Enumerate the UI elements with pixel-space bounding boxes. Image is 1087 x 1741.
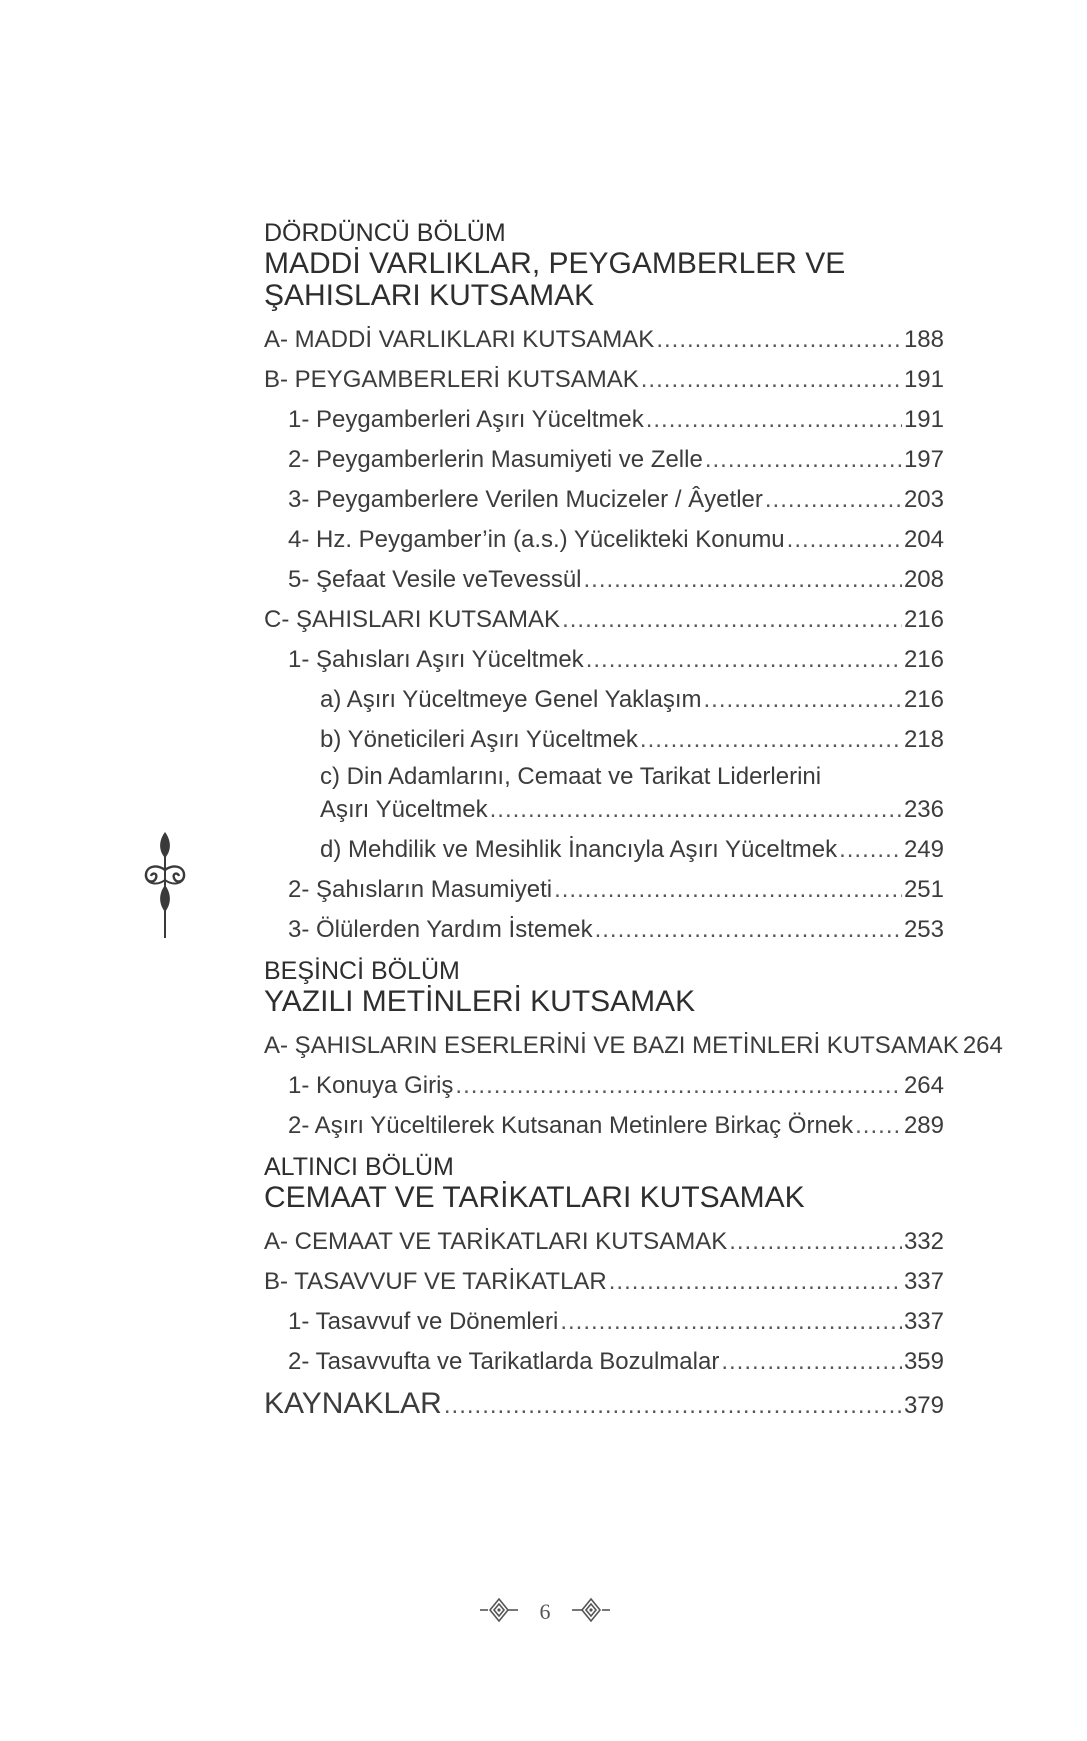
- toc-entry[interactable]: 5- Şefaat Vesile veTevessül ..... 208: [264, 560, 944, 600]
- chapter-label: BEŞİNCİ BÖLÜM: [264, 957, 460, 985]
- toc-entry[interactable]: 3- Ölülerden Yardım İstemek ..... 253: [264, 910, 944, 950]
- table-of-contents: [264, 218, 1003, 1428]
- toc-entry[interactable]: 2- Aşırı Yüceltilerek Kutsanan Metinlere Birkaç Örnek ..... 289: [264, 1106, 944, 1146]
- toc-entry[interactable]: Aşırı Yüceltmek ..... 236: [264, 794, 944, 830]
- chapter-title: [264, 1182, 944, 1214]
- page-footer: [480, 1597, 610, 1627]
- page-number: 6: [539, 1599, 551, 1624]
- chapter-title: [264, 986, 944, 1018]
- chapter-title-line: ŞAHISLARI KUTSAMAK: [264, 279, 595, 312]
- toc-entry[interactable]: d) Mehdilik ve Mesihlik İnancıyla Aşırı Yüceltmek ..... 249: [264, 830, 944, 870]
- toc-entry[interactable]: 2- Şahısların Masumiyeti ..... 251: [264, 870, 944, 910]
- toc-entry[interactable]: A- CEMAAT VE TARİKATLARI KUTSAMAK ..... 332: [264, 1222, 944, 1262]
- toc-entry[interactable]: A- MADDİ VARLIKLARI KUTSAMAK ..... 188: [264, 320, 944, 360]
- diamond-ornament-icon: [572, 1597, 610, 1628]
- toc-entry-kaynaklar[interactable]: KAYNAKLAR ..... 379: [264, 1382, 944, 1428]
- toc-entry[interactable]: B- TASAVVUF VE TARİKATLAR ..... 337: [264, 1262, 944, 1302]
- chapter-title: [264, 248, 944, 312]
- toc-entry[interactable]: 1- Şahısları Aşırı Yüceltmek ..... 216: [264, 640, 944, 680]
- toc-entry[interactable]: A- ŞAHISLARIN ESERLERİNİ VE BAZI METİNLERİ KUTSAMAK 264: [264, 1032, 1003, 1059]
- toc-entry[interactable]: 2- Tasavvufta ve Tarikatlarda Bozulmalar ..... 359: [264, 1342, 944, 1382]
- chapter-label: ALTINCI BÖLÜM: [264, 1153, 454, 1181]
- chapter-title-line: CEMAAT VE TARİKATLARI KUTSAMAK: [264, 1181, 805, 1214]
- toc-entry[interactable]: 2- Peygamberlerin Masumiyeti ve Zelle ..... 197: [264, 440, 944, 480]
- toc-entry[interactable]: b) Yöneticileri Aşırı Yüceltmek ..... 218: [264, 720, 944, 760]
- toc-entry[interactable]: B- PEYGAMBERLERİ KUTSAMAK ..... 191: [264, 360, 944, 400]
- chapter-title-line: MADDİ VARLIKLAR, PEYGAMBERLER VE: [264, 247, 846, 280]
- toc-entry-line[interactable]: c) Din Adamlarını, Cemaat ve Tarikat Liderlerini: [320, 763, 822, 790]
- chapter-label: DÖRDÜNCÜ BÖLÜM: [264, 219, 506, 247]
- chapter-title-line: YAZILI METİNLERİ KUTSAMAK: [264, 985, 696, 1018]
- toc-entry[interactable]: 1- Konuya Giriş ..... 264: [264, 1066, 944, 1106]
- toc-entry[interactable]: C- ŞAHISLARI KUTSAMAK ..... 216: [264, 600, 944, 640]
- toc-entry[interactable]: 3- Peygamberlere Verilen Mucizeler / Âyetler ..... 203: [264, 480, 944, 520]
- toc-entry[interactable]: 1- Tasavvuf ve Dönemleri ..... 337: [264, 1302, 944, 1342]
- toc-entry[interactable]: a) Aşırı Yüceltmeye Genel Yaklaşım ..... 216: [264, 680, 944, 720]
- floral-ornament-icon: [140, 830, 190, 945]
- toc-entry[interactable]: 1- Peygamberleri Aşırı Yüceltmek ..... 191: [264, 400, 944, 440]
- diamond-ornament-icon: [480, 1597, 518, 1628]
- toc-entry[interactable]: 4- Hz. Peygamber’in (a.s.) Yücelikteki Konumu ..... 204: [264, 520, 944, 560]
